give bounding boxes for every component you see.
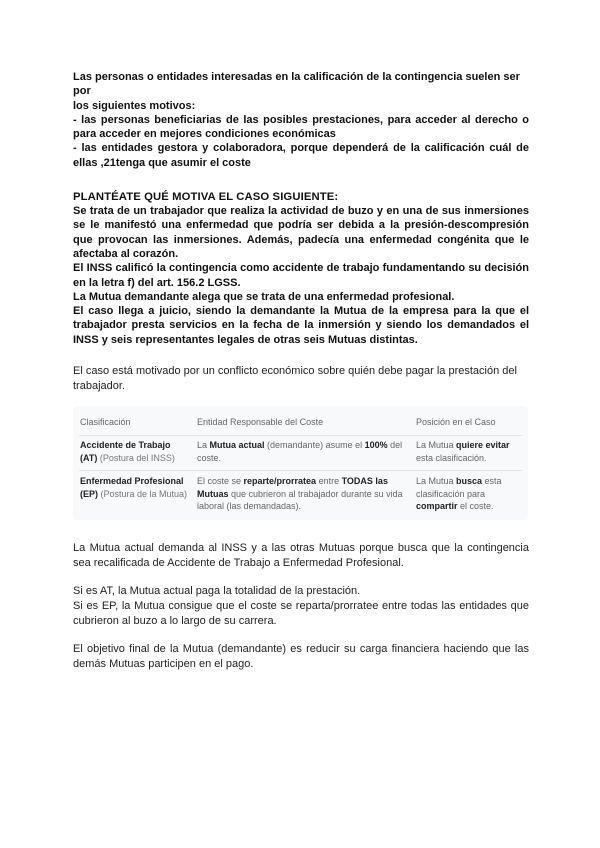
case-paragraph: El INSS calificó la contingencia como accidente de trabajo fundamentando su decisión en la letra f) del art. 156.2 LGSS. xyxy=(73,262,529,289)
conclusion-paragraph: Si es AT, la Mutua actual paga la totalidad de la prestación. xyxy=(73,585,361,597)
case-paragraph: El caso llega a juicio, siendo la demandante la Mutua de la empresa para la que el trabajador presta servicios en la fecha de la inmersión y siendo los demandados el INSS y seis representantes legales de otras seis Mutuas distintas. xyxy=(73,305,529,346)
cost-table xyxy=(73,406,528,520)
case-paragraph: La Mutua demandante alega que se trata de una enfermedad profesional. xyxy=(73,290,455,303)
table-header-row xyxy=(73,416,528,428)
intro-bullet: - las personas beneficiarias de las posibles prestaciones, para acceder al derecho o para acceder en mejores condiciones económicas xyxy=(73,113,529,141)
document-body xyxy=(73,70,529,394)
conclusion-paragraph: La Mutua actual demanda al INSS y a las otras Mutuas porque busca que la contingencia sea recalificada de Accidente de Trabajo a Enfermedad Profesional. xyxy=(73,542,529,569)
table-cell: Enfermedad Profesional (EP) (Postura de la Mutua) xyxy=(80,476,188,499)
conclusion-paragraph: El objetivo final de la Mutua (demandante) es reducir su carga financiera haciendo que las demás Mutuas participen en el pago. xyxy=(73,643,529,670)
intro-line: Las personas o entidades interesadas en la calificación de la contingencia suelen ser xyxy=(73,71,520,83)
intro-line: por xyxy=(73,85,91,98)
table-divider xyxy=(79,435,522,436)
conclusion-paragraph: Si es EP, la Mutua consigue que el coste se reparta/prorratee entre todas las entidades que cubrieron al buzo a lo largo de su carrera. xyxy=(73,600,529,627)
table-header-cell: Posición en el Caso xyxy=(416,417,496,427)
table-cell: Accidente de Trabajo (AT) (Postura del INSS) xyxy=(80,440,175,463)
answer-intro: El caso está motivado por un conflicto económico sobre quién debe pagar la prestación del trabajador. xyxy=(73,365,517,393)
table-cell: La Mutua quiere evitar esta clasificación. xyxy=(416,440,510,463)
intro-bullet: - las entidades gestora y colaboradora, porque dependerá de la calificación cuál de ellas ,21tenga que asumir el coste xyxy=(73,142,529,169)
intro-line: los siguientes motivos: xyxy=(73,99,196,112)
table-cell: El coste se reparte/prorratea entre TODAS las Mutuas que cubrieron al trabajador durante su vida laboral (las demandadas). xyxy=(197,476,403,511)
table-header-cell: Entidad Responsable del Coste xyxy=(197,417,324,427)
case-paragraph: Se trata de un trabajador que realiza la actividad de buzo y en una de sus inmersiones se le manifestó una enfermedad que podría ser debida a la presión-descompresión que provocan las inmersiones. Además, padecía una enfermedad congénita que le afectaba al corazón. xyxy=(73,205,529,260)
table-divider xyxy=(79,470,522,471)
conclusion-section xyxy=(73,541,529,672)
table-cell: La Mutua actual (demandante) asume el 100% del coste. xyxy=(197,440,403,463)
case-heading: PLANTÉATE QUÉ MOTIVA EL CASO SIGUIENTE: xyxy=(73,191,339,204)
table-cell: La Mutua busca esta clasificación para compartir el coste. xyxy=(416,476,502,511)
table-header-cell: Clasificación xyxy=(80,417,131,427)
